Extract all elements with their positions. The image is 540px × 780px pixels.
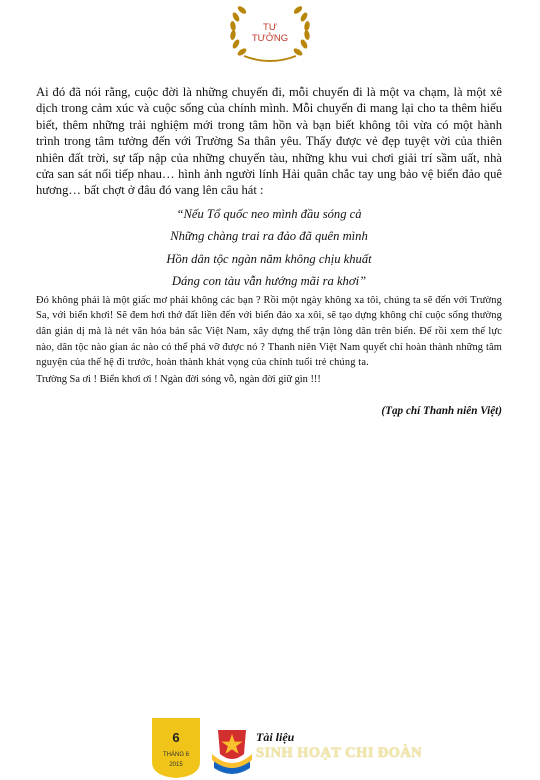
poem-line: Những chàng trai ra đảo đã quên mình — [170, 229, 368, 244]
page-number-badge — [148, 718, 204, 778]
footer-label: Tài liệu — [256, 730, 295, 744]
page-number: 6 — [172, 730, 180, 745]
section-label-line1: TƯ — [263, 22, 277, 33]
article-paragraph-2: Đó không phải là một giấc mơ phải không các bạn ? Rồi một ngày không xa tôi, chúng ta sẽ đến với Trường Sa, với biển khơi! Sẽ đem hơi thở đất liền đến với biển đảo xa xôi, sẽ tạo dựng không chỉ cuộc sống thường dân giản dị mà là nét văn hóa bản sắc Việt Nam, xây dựng thế trận lòng dân trên biển. Để rồi xem thế lực nào, dân tộc nào gian ác nào có thể phá vỡ được nó ? Thanh niên Việt Nam quyết chí hoàn thành những tâm nguyện của thế hệ đi trước, hoàn thành khát vọng của chính tuổi trẻ chúng ta. — [36, 294, 502, 369]
page-footer — [0, 712, 540, 780]
issue-month: THÁNG 6 — [162, 752, 189, 758]
poem-line: Dáng con tàu vẫn hướng mãi ra khơi” — [171, 274, 367, 289]
poem-line: Hồn dân tộc ngàn năm không chịu khuất — [166, 251, 372, 266]
footer-publication-title: SINH HOẠT CHI ĐOÀN — [256, 745, 423, 761]
section-label-line2: TƯỞNG — [251, 33, 289, 44]
youth-union-logo-icon — [210, 724, 254, 776]
article-body — [36, 84, 502, 417]
article-paragraph-3: Trường Sa ơi ! Biển khơi ơi ! Ngàn đời sóng vỗ, ngàn đời giữ gìn !!! — [36, 373, 321, 385]
article-paragraph-1: Ai đó đã nói rằng, cuộc đời là những chuyến đi, mỗi chuyến đi là một va chạm, là một xê dịch trong cảm xúc và cuộc sống của chính mình. Mỗi chuyến đi mang lại cho ta thêm hiểu biết, thêm những trải nghiệm mới trong tâm hồn và bạn biết không tôi vừa có một hành trình trong tâm tưởng đến với Trường Sa thân yêu. Thấy được vẻ đẹp tuyệt vời của thiên nhiên đất trời, sự tấp nập của những chuyến tàu, những khu vui chơi giải trí sầm uất, nhà cửa san sát nối tiếp nhau… hình ảnh người lính Hải quân chắc tay ung bảo vệ biển đảo quê hương… bất chợt ở đâu đó vang lên câu hát : — [36, 85, 502, 198]
article-source: (Tạp chí Thanh niên Việt) — [381, 405, 502, 418]
section-emblem — [222, 0, 318, 64]
poem-line: “Nếu Tổ quốc neo mình đầu sóng cả — [176, 206, 362, 221]
badge-shape-icon — [148, 718, 204, 778]
issue-year: 2015 — [169, 762, 183, 768]
poem-block — [36, 203, 502, 293]
